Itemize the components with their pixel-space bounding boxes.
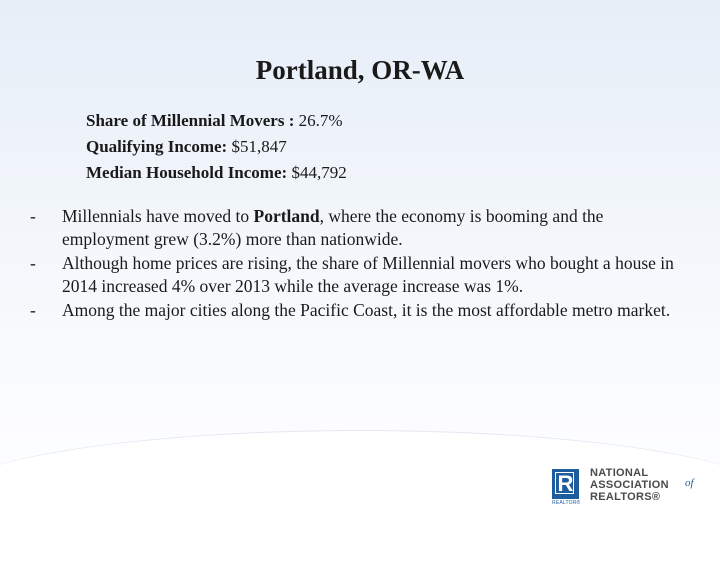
stat-value: $51,847 [227, 137, 287, 156]
logo-of-text: of [685, 477, 694, 489]
slide-title [0, 55, 720, 86]
logo-wordmark [590, 467, 669, 503]
stats-block [86, 108, 347, 186]
bullet-text-post: , where the economy is booming and the employment grew (3.2%) more than nationwide. [62, 206, 604, 249]
logo-line-2: ASSOCIATION [590, 479, 669, 491]
stat-value: 26.7% [294, 111, 343, 130]
slide-title-text: Portland, OR-WA [255, 55, 465, 85]
logo-line-3: REALTORS® [590, 491, 661, 503]
realtor-mark-caption: REALTOR® [552, 500, 581, 506]
bullet-text-pre: Millennials have moved to [62, 206, 254, 226]
bullet-item [0, 299, 690, 322]
stat-label: Median Household Income: [86, 163, 288, 182]
bullet-list [0, 205, 690, 324]
bullet-dash: - [30, 206, 36, 226]
stat-median-income [86, 160, 347, 186]
logo-line-1: NATIONAL [590, 467, 649, 479]
bullet-item [0, 252, 690, 297]
stat-qualifying-income [86, 134, 347, 160]
bullet-text: Among the major cities along the Pacific Coast, it is the most affordable metro market. [62, 300, 671, 320]
stat-label: Share of Millennial Movers : [86, 111, 295, 130]
bullet-dash: - [30, 300, 36, 320]
realtor-r-icon: R [552, 469, 579, 499]
nar-logo [552, 465, 712, 510]
stat-label: Qualifying Income: [86, 137, 228, 156]
bullet-text: Although home prices are rising, the share of Millennial movers who bought a house in 2014 increased 4% over 2013 while the average increase was 1%. [62, 253, 674, 296]
bullet-item [0, 205, 690, 250]
stat-value: $44,792 [287, 163, 347, 182]
bullet-text-bold: Portland [253, 206, 320, 226]
bullet-dash: - [30, 253, 36, 273]
stat-millennial-share [86, 108, 347, 134]
